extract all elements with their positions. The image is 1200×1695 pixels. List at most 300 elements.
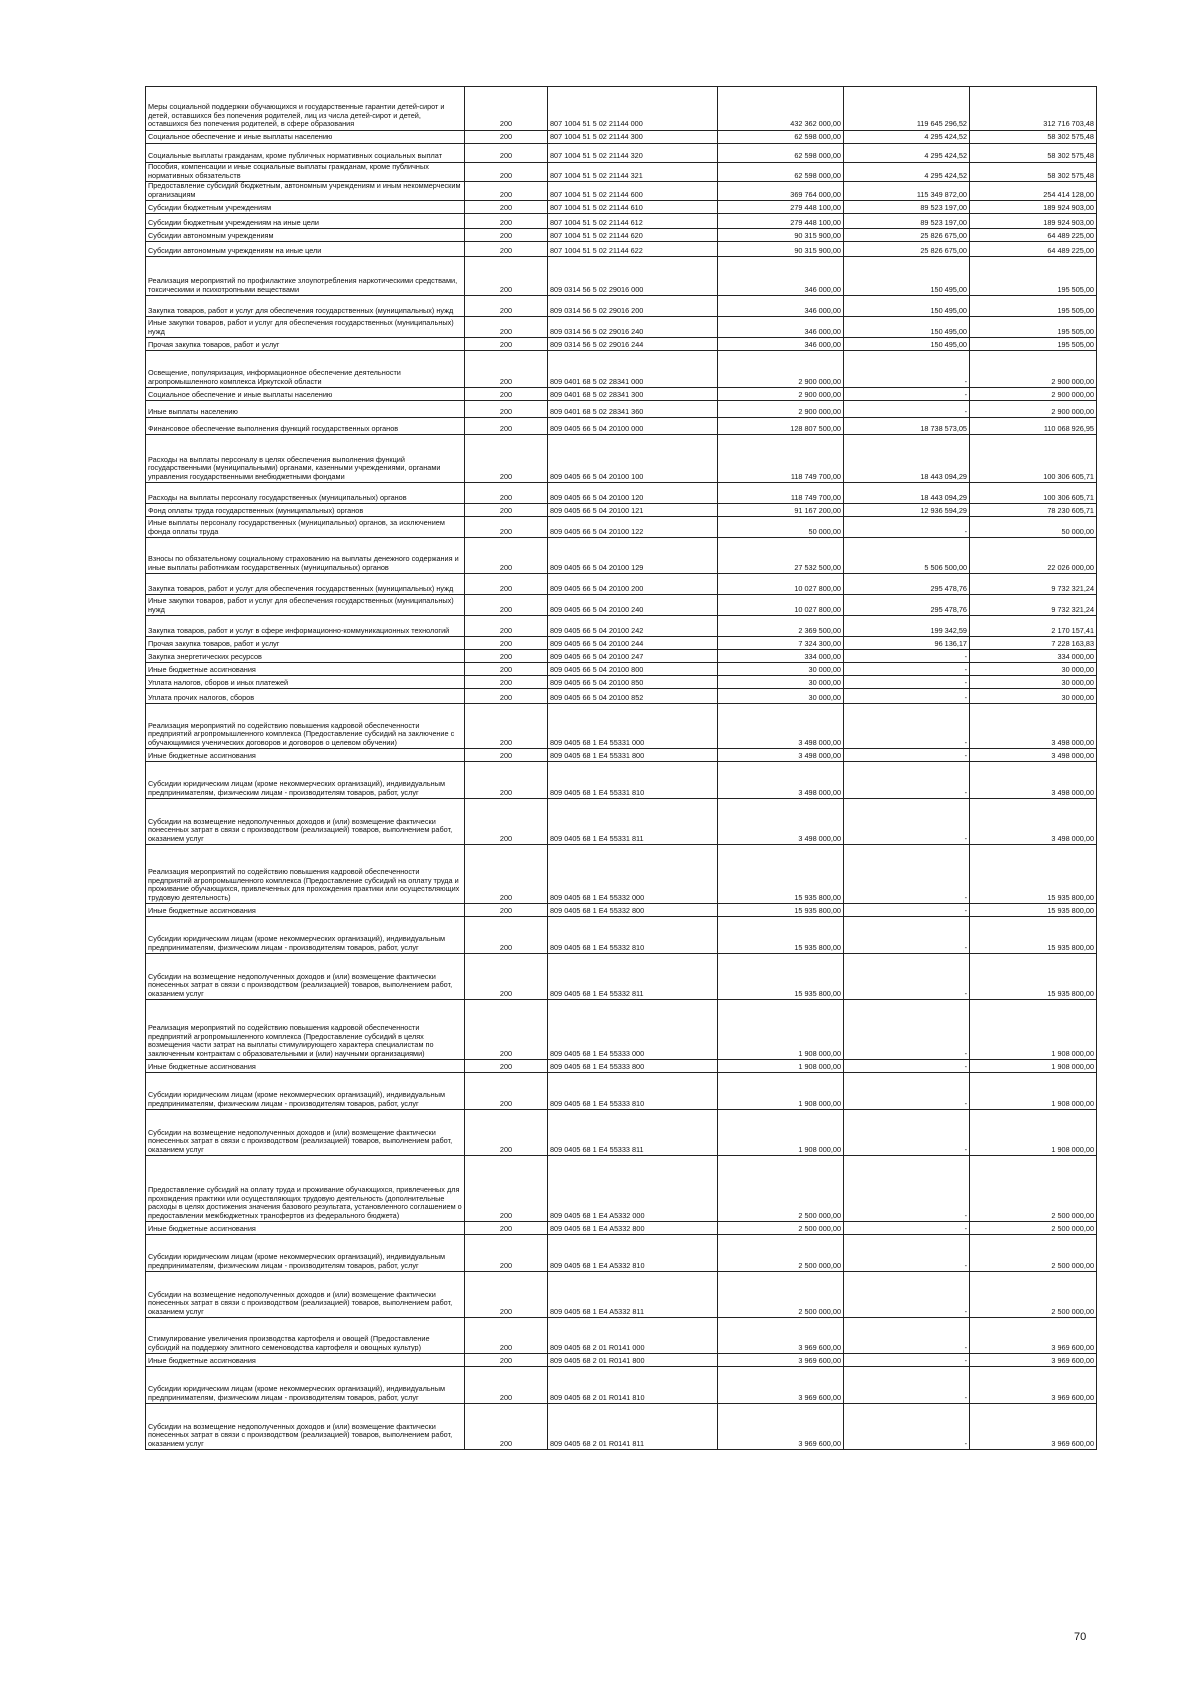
table-row	[146, 201, 1097, 214]
row-code: 200	[465, 574, 548, 595]
row-rest: 2 500 000,00	[970, 1272, 1097, 1318]
row-executed: -	[844, 904, 970, 917]
row-planned: 2 900 000,00	[718, 388, 844, 401]
row-code: 200	[465, 904, 548, 917]
row-kbk: 809 0405 66 5 04 20100 122	[548, 517, 718, 538]
row-name: Субсидии на возмещение недополученных доходов и (или) возмещение фактически понесенных затрат в связи с производством (реализацией) товаров, выполнением работ, оказанием услуг	[146, 1404, 465, 1450]
row-executed: -	[844, 1156, 970, 1222]
row-planned: 279 448 100,00	[718, 214, 844, 229]
row-code: 200	[465, 201, 548, 214]
row-code: 200	[465, 182, 548, 201]
row-name: Иные бюджетные ассигнования	[146, 663, 465, 676]
table-row	[146, 214, 1097, 229]
row-executed: -	[844, 1060, 970, 1073]
row-executed: -	[844, 401, 970, 418]
row-kbk: 809 0405 66 5 04 20100 852	[548, 689, 718, 704]
row-planned: 90 315 900,00	[718, 242, 844, 257]
row-executed: 89 523 197,00	[844, 214, 970, 229]
row-name: Субсидии на возмещение недополученных доходов и (или) возмещение фактически понесенных затрат в связи с производством (реализацией) товаров, выполнением работ, оказанием услуг	[146, 954, 465, 1000]
row-rest: 1 908 000,00	[970, 1073, 1097, 1110]
table-row	[146, 1404, 1097, 1450]
row-executed: 18 738 573,05	[844, 418, 970, 435]
row-planned: 2 900 000,00	[718, 401, 844, 418]
row-rest: 3 498 000,00	[970, 762, 1097, 799]
row-code: 200	[465, 1354, 548, 1367]
row-rest: 22 026 000,00	[970, 538, 1097, 574]
row-planned: 2 900 000,00	[718, 351, 844, 388]
row-kbk: 809 0405 68 1 E4 55333 000	[548, 1000, 718, 1060]
row-kbk: 809 0401 68 5 02 28341 000	[548, 351, 718, 388]
row-rest: 100 306 605,71	[970, 435, 1097, 483]
row-name: Закупка товаров, работ и услуг для обеспечения государственных (муниципальных) нужд	[146, 574, 465, 595]
row-planned: 10 027 800,00	[718, 574, 844, 595]
row-executed: -	[844, 749, 970, 762]
row-name: Социальное обеспечение и иные выплаты населению	[146, 131, 465, 144]
table-row	[146, 1235, 1097, 1272]
row-name: Субсидии на возмещение недополученных доходов и (или) возмещение фактически понесенных затрат в связи с производством (реализацией) товаров, выполнением работ, оказанием услуг	[146, 799, 465, 845]
row-name: Иные бюджетные ассигнования	[146, 1222, 465, 1235]
row-executed: -	[844, 517, 970, 538]
row-kbk: 809 0401 68 5 02 28341 360	[548, 401, 718, 418]
row-rest: 15 935 800,00	[970, 954, 1097, 1000]
row-kbk: 809 0405 66 5 04 20100 247	[548, 650, 718, 663]
row-name: Субсидии автономным учреждениям	[146, 229, 465, 242]
table-row	[146, 1156, 1097, 1222]
table-row	[146, 904, 1097, 917]
table-row	[146, 538, 1097, 574]
row-planned: 2 500 000,00	[718, 1222, 844, 1235]
row-planned: 1 908 000,00	[718, 1110, 844, 1156]
row-planned: 62 598 000,00	[718, 163, 844, 182]
row-rest: 195 505,00	[970, 257, 1097, 296]
row-executed: -	[844, 650, 970, 663]
row-kbk: 809 0405 68 1 E4 55332 810	[548, 917, 718, 954]
table-row	[146, 257, 1097, 296]
row-name: Закупка товаров, работ и услуг в сфере информационно-коммуникационных технологий	[146, 616, 465, 637]
row-rest: 3 969 600,00	[970, 1367, 1097, 1404]
row-kbk: 809 0405 66 5 04 20100 240	[548, 595, 718, 616]
table-row	[146, 1110, 1097, 1156]
table-row	[146, 845, 1097, 904]
row-code: 200	[465, 954, 548, 1000]
row-code: 200	[465, 257, 548, 296]
row-planned: 2 500 000,00	[718, 1156, 844, 1222]
row-kbk: 809 0405 68 1 E4 55333 811	[548, 1110, 718, 1156]
table-row	[146, 1073, 1097, 1110]
row-executed: 4 295 424,52	[844, 131, 970, 144]
row-executed: 150 495,00	[844, 257, 970, 296]
row-kbk: 809 0405 68 2 01 R0141 000	[548, 1318, 718, 1354]
table-row	[146, 388, 1097, 401]
table-row	[146, 163, 1097, 182]
row-name: Фонд оплаты труда государственных (муниципальных) органов	[146, 504, 465, 517]
row-planned: 346 000,00	[718, 317, 844, 338]
row-kbk: 809 0405 66 5 04 20100 129	[548, 538, 718, 574]
row-name: Субсидии юридическим лицам (кроме некоммерческих организаций), индивидуальным предпринимателям, физическим лицам - производителям товаров, работ, услуг	[146, 917, 465, 954]
row-kbk: 809 0314 56 5 02 29016 000	[548, 257, 718, 296]
row-executed: 295 478,76	[844, 595, 970, 616]
row-name: Иные бюджетные ассигнования	[146, 749, 465, 762]
row-kbk: 809 0405 66 5 04 20100 121	[548, 504, 718, 517]
row-name: Закупка энергетических ресурсов	[146, 650, 465, 663]
table-row	[146, 762, 1097, 799]
row-name: Уплата прочих налогов, сборов	[146, 689, 465, 704]
row-executed: -	[844, 917, 970, 954]
row-rest: 30 000,00	[970, 689, 1097, 704]
table-row	[146, 1222, 1097, 1235]
row-planned: 2 369 500,00	[718, 616, 844, 637]
row-name: Прочая закупка товаров, работ и услуг	[146, 637, 465, 650]
row-planned: 30 000,00	[718, 689, 844, 704]
row-planned: 3 498 000,00	[718, 799, 844, 845]
row-name: Стимулирование увеличения производства картофеля и овощей (Предоставление субсидий на поддержку элитного семеноводства картофеля и овощных культур)	[146, 1318, 465, 1354]
row-code: 200	[465, 435, 548, 483]
table-row	[146, 676, 1097, 689]
table-row	[146, 242, 1097, 257]
row-kbk: 809 0405 68 1 E4 55331 810	[548, 762, 718, 799]
table-row	[146, 689, 1097, 704]
row-rest: 58 302 575,48	[970, 144, 1097, 163]
row-kbk: 809 0405 68 1 E4 A5332 810	[548, 1235, 718, 1272]
row-executed: -	[844, 1110, 970, 1156]
row-name: Субсидии юридическим лицам (кроме некоммерческих организаций), индивидуальным предпринимателям, физическим лицам - производителям товаров, работ, услуг	[146, 1073, 465, 1110]
row-code: 200	[465, 595, 548, 616]
row-executed: -	[844, 954, 970, 1000]
row-name: Взносы по обязательному социальному страхованию на выплаты денежного содержания и иные выплаты работникам государственных (муниципальных) органов	[146, 538, 465, 574]
budget-execution-table	[145, 86, 1097, 1450]
row-executed: 119 645 296,52	[844, 87, 970, 131]
table-row	[146, 338, 1097, 351]
row-planned: 50 000,00	[718, 517, 844, 538]
row-planned: 279 448 100,00	[718, 201, 844, 214]
row-kbk: 809 0405 66 5 04 20100 000	[548, 418, 718, 435]
row-code: 200	[465, 504, 548, 517]
row-kbk: 809 0405 68 1 E4 55333 800	[548, 1060, 718, 1073]
row-planned: 3 969 600,00	[718, 1318, 844, 1354]
row-executed: -	[844, 704, 970, 749]
row-executed: 150 495,00	[844, 338, 970, 351]
row-code: 200	[465, 749, 548, 762]
row-code: 200	[465, 388, 548, 401]
row-planned: 1 908 000,00	[718, 1000, 844, 1060]
row-executed: 12 936 594,29	[844, 504, 970, 517]
row-code: 200	[465, 704, 548, 749]
row-name: Субсидии на возмещение недополученных доходов и (или) возмещение фактически понесенных затрат в связи с производством (реализацией) товаров, выполнением работ, оказанием услуг	[146, 1272, 465, 1318]
row-executed: 5 506 500,00	[844, 538, 970, 574]
row-rest: 110 068 926,95	[970, 418, 1097, 435]
row-rest: 1 908 000,00	[970, 1110, 1097, 1156]
row-code: 200	[465, 917, 548, 954]
row-executed: -	[844, 1235, 970, 1272]
row-name: Иные выплаты населению	[146, 401, 465, 418]
row-executed: 96 136,17	[844, 637, 970, 650]
row-executed: 150 495,00	[844, 317, 970, 338]
row-rest: 3 498 000,00	[970, 749, 1097, 762]
row-planned: 3 498 000,00	[718, 704, 844, 749]
row-name: Предоставление субсидий на оплату труда и проживание обучающихся, привлеченных для прохождения практики или осуществляющих трудовую деятельность (дополнительные расходы в целях достижения значения базового результата, установленного соглашением о предоставлении межбюджетных трансфертов из федерального бюджета)	[146, 1156, 465, 1222]
table-row	[146, 296, 1097, 317]
row-kbk: 809 0405 66 5 04 20100 100	[548, 435, 718, 483]
row-rest: 78 230 605,71	[970, 504, 1097, 517]
row-executed: -	[844, 689, 970, 704]
row-name: Субсидии автономным учреждениям на иные цели	[146, 242, 465, 257]
page-number: 70	[1074, 1631, 1087, 1643]
row-rest: 2 170 157,41	[970, 616, 1097, 637]
row-name: Предоставление субсидий бюджетным, автономным учреждениям и иным некоммерческим организациям	[146, 182, 465, 201]
row-kbk: 809 0405 66 5 04 20100 244	[548, 637, 718, 650]
row-rest: 15 935 800,00	[970, 917, 1097, 954]
row-rest: 2 500 000,00	[970, 1235, 1097, 1272]
row-code: 200	[465, 418, 548, 435]
row-planned: 15 935 800,00	[718, 904, 844, 917]
row-rest: 3 969 600,00	[970, 1318, 1097, 1354]
row-planned: 2 500 000,00	[718, 1272, 844, 1318]
row-code: 200	[465, 1272, 548, 1318]
row-planned: 62 598 000,00	[718, 144, 844, 163]
row-code: 200	[465, 242, 548, 257]
table-row	[146, 595, 1097, 616]
row-rest: 64 489 225,00	[970, 242, 1097, 257]
row-planned: 15 935 800,00	[718, 845, 844, 904]
row-code: 200	[465, 1318, 548, 1354]
table-row	[146, 917, 1097, 954]
table-row	[146, 131, 1097, 144]
row-executed: 89 523 197,00	[844, 201, 970, 214]
row-rest: 3 498 000,00	[970, 704, 1097, 749]
table-row	[146, 663, 1097, 676]
row-name: Реализация мероприятий по содействию повышения кадровой обеспеченности предприятий агропромышленного комплекса (Предоставление субсидий на оплату труда и проживание обучающихся, привлеченных для прохождения практики или осуществляющих трудовую деятельность)	[146, 845, 465, 904]
row-code: 200	[465, 163, 548, 182]
row-rest: 58 302 575,48	[970, 163, 1097, 182]
table-row	[146, 504, 1097, 517]
table-row	[146, 650, 1097, 663]
row-planned: 334 000,00	[718, 650, 844, 663]
row-name: Пособия, компенсации и иные социальные выплаты гражданам, кроме публичных нормативных обязательств	[146, 163, 465, 182]
row-executed: 150 495,00	[844, 296, 970, 317]
table-row	[146, 574, 1097, 595]
row-kbk: 809 0405 68 2 01 R0141 800	[548, 1354, 718, 1367]
row-code: 200	[465, 517, 548, 538]
row-rest: 2 900 000,00	[970, 401, 1097, 418]
row-planned: 346 000,00	[718, 296, 844, 317]
row-kbk: 807 1004 51 5 02 21144 620	[548, 229, 718, 242]
row-planned: 369 764 000,00	[718, 182, 844, 201]
row-kbk: 807 1004 51 5 02 21144 320	[548, 144, 718, 163]
table-row	[146, 1318, 1097, 1354]
row-code: 200	[465, 1000, 548, 1060]
row-executed: -	[844, 1272, 970, 1318]
row-code: 200	[465, 650, 548, 663]
row-code: 200	[465, 762, 548, 799]
table-row	[146, 1272, 1097, 1318]
row-code: 200	[465, 317, 548, 338]
row-planned: 3 969 600,00	[718, 1354, 844, 1367]
row-executed: -	[844, 1318, 970, 1354]
row-rest: 1 908 000,00	[970, 1000, 1097, 1060]
row-planned: 15 935 800,00	[718, 917, 844, 954]
row-kbk: 809 0405 68 1 E4 55332 811	[548, 954, 718, 1000]
row-rest: 50 000,00	[970, 517, 1097, 538]
row-kbk: 807 1004 51 5 02 21144 300	[548, 131, 718, 144]
row-planned: 346 000,00	[718, 257, 844, 296]
row-kbk: 809 0314 56 5 02 29016 244	[548, 338, 718, 351]
row-executed: 295 478,76	[844, 574, 970, 595]
row-kbk: 809 0405 68 1 E4 55331 000	[548, 704, 718, 749]
row-code: 200	[465, 676, 548, 689]
row-code: 200	[465, 131, 548, 144]
row-planned: 1 908 000,00	[718, 1060, 844, 1073]
table-row	[146, 749, 1097, 762]
row-planned: 30 000,00	[718, 676, 844, 689]
row-rest: 189 924 903,00	[970, 214, 1097, 229]
row-executed: -	[844, 1404, 970, 1450]
table-row	[146, 435, 1097, 483]
table-row	[146, 144, 1097, 163]
row-planned: 30 000,00	[718, 663, 844, 676]
row-rest: 2 500 000,00	[970, 1222, 1097, 1235]
row-rest: 195 505,00	[970, 296, 1097, 317]
row-name: Освещение, популяризация, информационное обеспечение деятельности агропромышленного комплекса Иркутской области	[146, 351, 465, 388]
row-code: 200	[465, 1073, 548, 1110]
row-code: 200	[465, 1222, 548, 1235]
row-executed: -	[844, 1367, 970, 1404]
row-code: 200	[465, 538, 548, 574]
row-executed: 4 295 424,52	[844, 163, 970, 182]
row-rest: 58 302 575,48	[970, 131, 1097, 144]
row-name: Закупка товаров, работ и услуг для обеспечения государственных (муниципальных) нужд	[146, 296, 465, 317]
row-executed: -	[844, 663, 970, 676]
row-code: 200	[465, 689, 548, 704]
row-executed: -	[844, 388, 970, 401]
row-code: 200	[465, 296, 548, 317]
row-rest: 15 935 800,00	[970, 904, 1097, 917]
row-name: Субсидии юридическим лицам (кроме некоммерческих организаций), индивидуальным предпринимателям, физическим лицам - производителям товаров, работ, услуг	[146, 1367, 465, 1404]
row-name: Реализация мероприятий по содействию повышения кадровой обеспеченности предприятий агропромышленного комплекса (Предоставление субсидий в целях возмещения части затрат на выплаты стимулирующего характера специалистам по заключенным контрактам с образовательными и (или) научными организациями)	[146, 1000, 465, 1060]
row-executed: 18 443 094,29	[844, 483, 970, 504]
row-planned: 10 027 800,00	[718, 595, 844, 616]
table-row	[146, 401, 1097, 418]
row-kbk: 809 0314 56 5 02 29016 240	[548, 317, 718, 338]
row-kbk: 809 0405 68 2 01 R0141 810	[548, 1367, 718, 1404]
row-code: 200	[465, 214, 548, 229]
row-planned: 7 324 300,00	[718, 637, 844, 650]
row-name: Расходы на выплаты персоналу в целях обеспечения выполнения функций государственными (муниципальными) органами, казенными учреждениями, органами управления государственными внебюджетными фондами	[146, 435, 465, 483]
row-planned: 3 969 600,00	[718, 1367, 844, 1404]
table-row	[146, 418, 1097, 435]
row-executed: -	[844, 845, 970, 904]
row-code: 200	[465, 845, 548, 904]
row-kbk: 807 1004 51 5 02 21144 600	[548, 182, 718, 201]
row-executed: -	[844, 351, 970, 388]
row-planned: 3 498 000,00	[718, 762, 844, 799]
row-code: 200	[465, 401, 548, 418]
row-name: Расходы на выплаты персоналу государственных (муниципальных) органов	[146, 483, 465, 504]
row-kbk: 809 0405 68 1 E4 A5332 000	[548, 1156, 718, 1222]
row-rest: 100 306 605,71	[970, 483, 1097, 504]
row-executed: -	[844, 1000, 970, 1060]
row-planned: 432 362 000,00	[718, 87, 844, 131]
row-name: Реализация мероприятий по содействию повышения кадровой обеспеченности предприятий агропромышленного комплекса (Предоставление субсидий на заключение с обучающимися ученических договоров и договоров о целевом обучении)	[146, 704, 465, 749]
row-kbk: 809 0405 68 1 E4 A5332 800	[548, 1222, 718, 1235]
row-name: Иные выплаты персоналу государственных (муниципальных) органов, за исключением фонда оплаты труда	[146, 517, 465, 538]
row-name: Иные бюджетные ассигнования	[146, 1354, 465, 1367]
row-executed: -	[844, 676, 970, 689]
row-code: 200	[465, 483, 548, 504]
row-code: 200	[465, 338, 548, 351]
row-executed: 199 342,59	[844, 616, 970, 637]
table-row	[146, 1060, 1097, 1073]
table-row	[146, 637, 1097, 650]
row-code: 200	[465, 87, 548, 131]
row-planned: 91 167 200,00	[718, 504, 844, 517]
row-kbk: 809 0405 68 2 01 R0141 811	[548, 1404, 718, 1450]
row-code: 200	[465, 637, 548, 650]
table-row	[146, 704, 1097, 749]
row-kbk: 809 0401 68 5 02 28341 300	[548, 388, 718, 401]
row-rest: 30 000,00	[970, 676, 1097, 689]
row-kbk: 809 0405 68 1 E4 55332 800	[548, 904, 718, 917]
row-rest: 7 228 163,83	[970, 637, 1097, 650]
row-kbk: 809 0405 68 1 E4 55331 811	[548, 799, 718, 845]
row-executed: -	[844, 1222, 970, 1235]
row-name: Прочая закупка товаров, работ и услуг	[146, 338, 465, 351]
row-name: Субсидии на возмещение недополученных доходов и (или) возмещение фактически понесенных затрат в связи с производством (реализацией) товаров, выполнением работ, оказанием услуг	[146, 1110, 465, 1156]
table-row	[146, 351, 1097, 388]
table-row	[146, 317, 1097, 338]
row-name: Меры социальной поддержки обучающихся и государственные гарантии детей-сирот и детей, оставшихся без попечения родителей, лиц из числа детей-сирот и детей, оставшихся без попечения родителей, в сфере образования	[146, 87, 465, 131]
row-kbk: 809 0314 56 5 02 29016 200	[548, 296, 718, 317]
row-rest: 15 935 800,00	[970, 845, 1097, 904]
row-kbk: 807 1004 51 5 02 21144 610	[548, 201, 718, 214]
table-row	[146, 1000, 1097, 1060]
row-name: Социальные выплаты гражданам, кроме публичных нормативных социальных выплат	[146, 144, 465, 163]
table-row	[146, 182, 1097, 201]
table-row	[146, 799, 1097, 845]
row-executed: 115 349 872,00	[844, 182, 970, 201]
row-planned: 27 532 500,00	[718, 538, 844, 574]
row-code: 200	[465, 1110, 548, 1156]
table-body	[146, 87, 1097, 1450]
row-name: Социальное обеспечение и иные выплаты населению	[146, 388, 465, 401]
row-kbk: 809 0405 66 5 04 20100 120	[548, 483, 718, 504]
row-planned: 1 908 000,00	[718, 1073, 844, 1110]
row-kbk: 809 0405 68 1 E4 55333 810	[548, 1073, 718, 1110]
row-code: 200	[465, 663, 548, 676]
row-code: 200	[465, 1156, 548, 1222]
row-name: Иные закупки товаров, работ и услуг для обеспечения государственных (муниципальных) нужд	[146, 317, 465, 338]
row-code: 200	[465, 1235, 548, 1272]
row-kbk: 809 0405 66 5 04 20100 800	[548, 663, 718, 676]
row-name: Финансовое обеспечение выполнения функций государственных органов	[146, 418, 465, 435]
table-row	[146, 87, 1097, 131]
row-planned: 15 935 800,00	[718, 954, 844, 1000]
table-row	[146, 616, 1097, 637]
table-row	[146, 483, 1097, 504]
row-name: Иные бюджетные ассигнования	[146, 1060, 465, 1073]
row-rest: 3 969 600,00	[970, 1404, 1097, 1450]
row-code: 200	[465, 1060, 548, 1073]
row-rest: 2 900 000,00	[970, 351, 1097, 388]
row-name: Иные закупки товаров, работ и услуг для обеспечения государственных (муниципальных) нужд	[146, 595, 465, 616]
row-rest: 189 924 903,00	[970, 201, 1097, 214]
row-kbk: 809 0405 68 1 E4 55332 000	[548, 845, 718, 904]
row-rest: 195 505,00	[970, 338, 1097, 351]
row-rest: 9 732 321,24	[970, 595, 1097, 616]
row-planned: 90 315 900,00	[718, 229, 844, 242]
row-kbk: 807 1004 51 5 02 21144 000	[548, 87, 718, 131]
row-name: Субсидии бюджетным учреждениям	[146, 201, 465, 214]
table-row	[146, 1354, 1097, 1367]
